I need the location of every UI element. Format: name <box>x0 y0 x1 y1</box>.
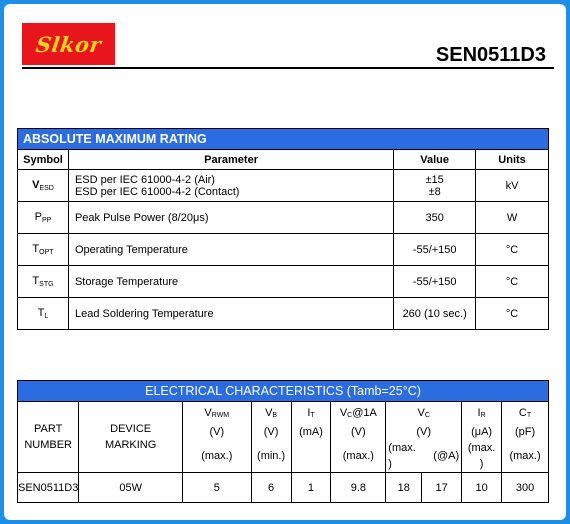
col-symbol: Symbol <box>18 150 69 170</box>
cell-part: SEN0511D3 <box>18 473 79 503</box>
absolute-max-title: ABSOLUTE MAXIMUM RATING <box>18 129 549 150</box>
cell-marking: 05W <box>79 473 183 503</box>
table-row <box>18 234 549 266</box>
header-ct: $C_T$ (pF) (max.) <box>502 402 549 473</box>
symbol-cell: $V_{ESD}$ <box>18 170 69 202</box>
table-row <box>18 266 549 298</box>
header-part-number: PART NUMBER <box>18 402 79 473</box>
parameter-cell: Peak Pulse Power (8/20μs) <box>68 202 393 234</box>
unit-cell: °C <box>476 298 549 330</box>
cell-it: 1 <box>291 473 331 503</box>
value-cell: 260 (10 sec.) <box>394 298 476 330</box>
table-row <box>18 202 549 234</box>
part-number-title: SEN0511D3 <box>435 44 546 66</box>
table-row <box>18 170 549 202</box>
col-parameter: Parameter <box>68 150 393 170</box>
parameter-cell: Storage Temperature <box>68 266 393 298</box>
cell-vc: 18 <box>386 473 422 503</box>
parameter-cell: Operating Temperature <box>68 234 393 266</box>
cell-vc-1a: 9.8 <box>331 473 386 503</box>
table-row <box>18 298 549 330</box>
col-units: Units <box>476 150 549 170</box>
symbol-cell: $T_{OPT}$ <box>18 234 69 266</box>
header-vc: $V_C$ (V) (max. ) (@A) <box>386 402 462 473</box>
header-device-marking: DEVICE MARKING <box>79 402 183 473</box>
header-vc-1a: $V_C@1A$ (V) (max.) <box>331 402 386 473</box>
unit-cell: kV <box>476 170 549 202</box>
value-cell: -55/+150 <box>394 266 476 298</box>
header-divider <box>22 67 554 69</box>
header-vrwm: $V_{RWM}$ (V) (max.) <box>182 402 251 473</box>
unit-cell: °C <box>476 266 549 298</box>
header-ir: $I_R$ (μA) (max. ) <box>462 402 502 473</box>
table-row <box>18 473 549 503</box>
value-cell: ±15 ±8 <box>394 170 476 202</box>
parameter-cell: ESD per IEC 61000-4-2 (Air) ESD per IEC 61000-4-2 (Contact) <box>68 170 393 202</box>
col-value: Value <box>394 150 476 170</box>
brand-logo-text: Slkor <box>34 31 103 57</box>
unit-cell: °C <box>476 234 549 266</box>
symbol-cell: $T_{STG}$ <box>18 266 69 298</box>
header-vb: $V_B$ (V) (min.) <box>251 402 291 473</box>
cell-vrwm: 5 <box>182 473 251 503</box>
electrical-title: ELECTRICAL CHARACTERISTICS (Tamb=25°C) <box>18 381 549 402</box>
symbol-cell: $P_{PP}$ <box>18 202 69 234</box>
cell-ct: 300 <box>502 473 549 503</box>
cell-vc-at: 17 <box>422 473 462 503</box>
symbol-cell: $T_L$ <box>18 298 69 330</box>
value-cell: -55/+150 <box>394 234 476 266</box>
header-it: $I_T$ (mA) <box>291 402 331 473</box>
value-cell: 350 <box>394 202 476 234</box>
electrical-characteristics-table <box>17 380 549 503</box>
unit-cell: W <box>476 202 549 234</box>
absolute-max-table <box>17 128 549 330</box>
parameter-cell: Lead Soldering Temperature <box>68 298 393 330</box>
cell-ir: 10 <box>462 473 502 503</box>
brand-logo <box>22 23 115 65</box>
cell-vb: 6 <box>251 473 291 503</box>
